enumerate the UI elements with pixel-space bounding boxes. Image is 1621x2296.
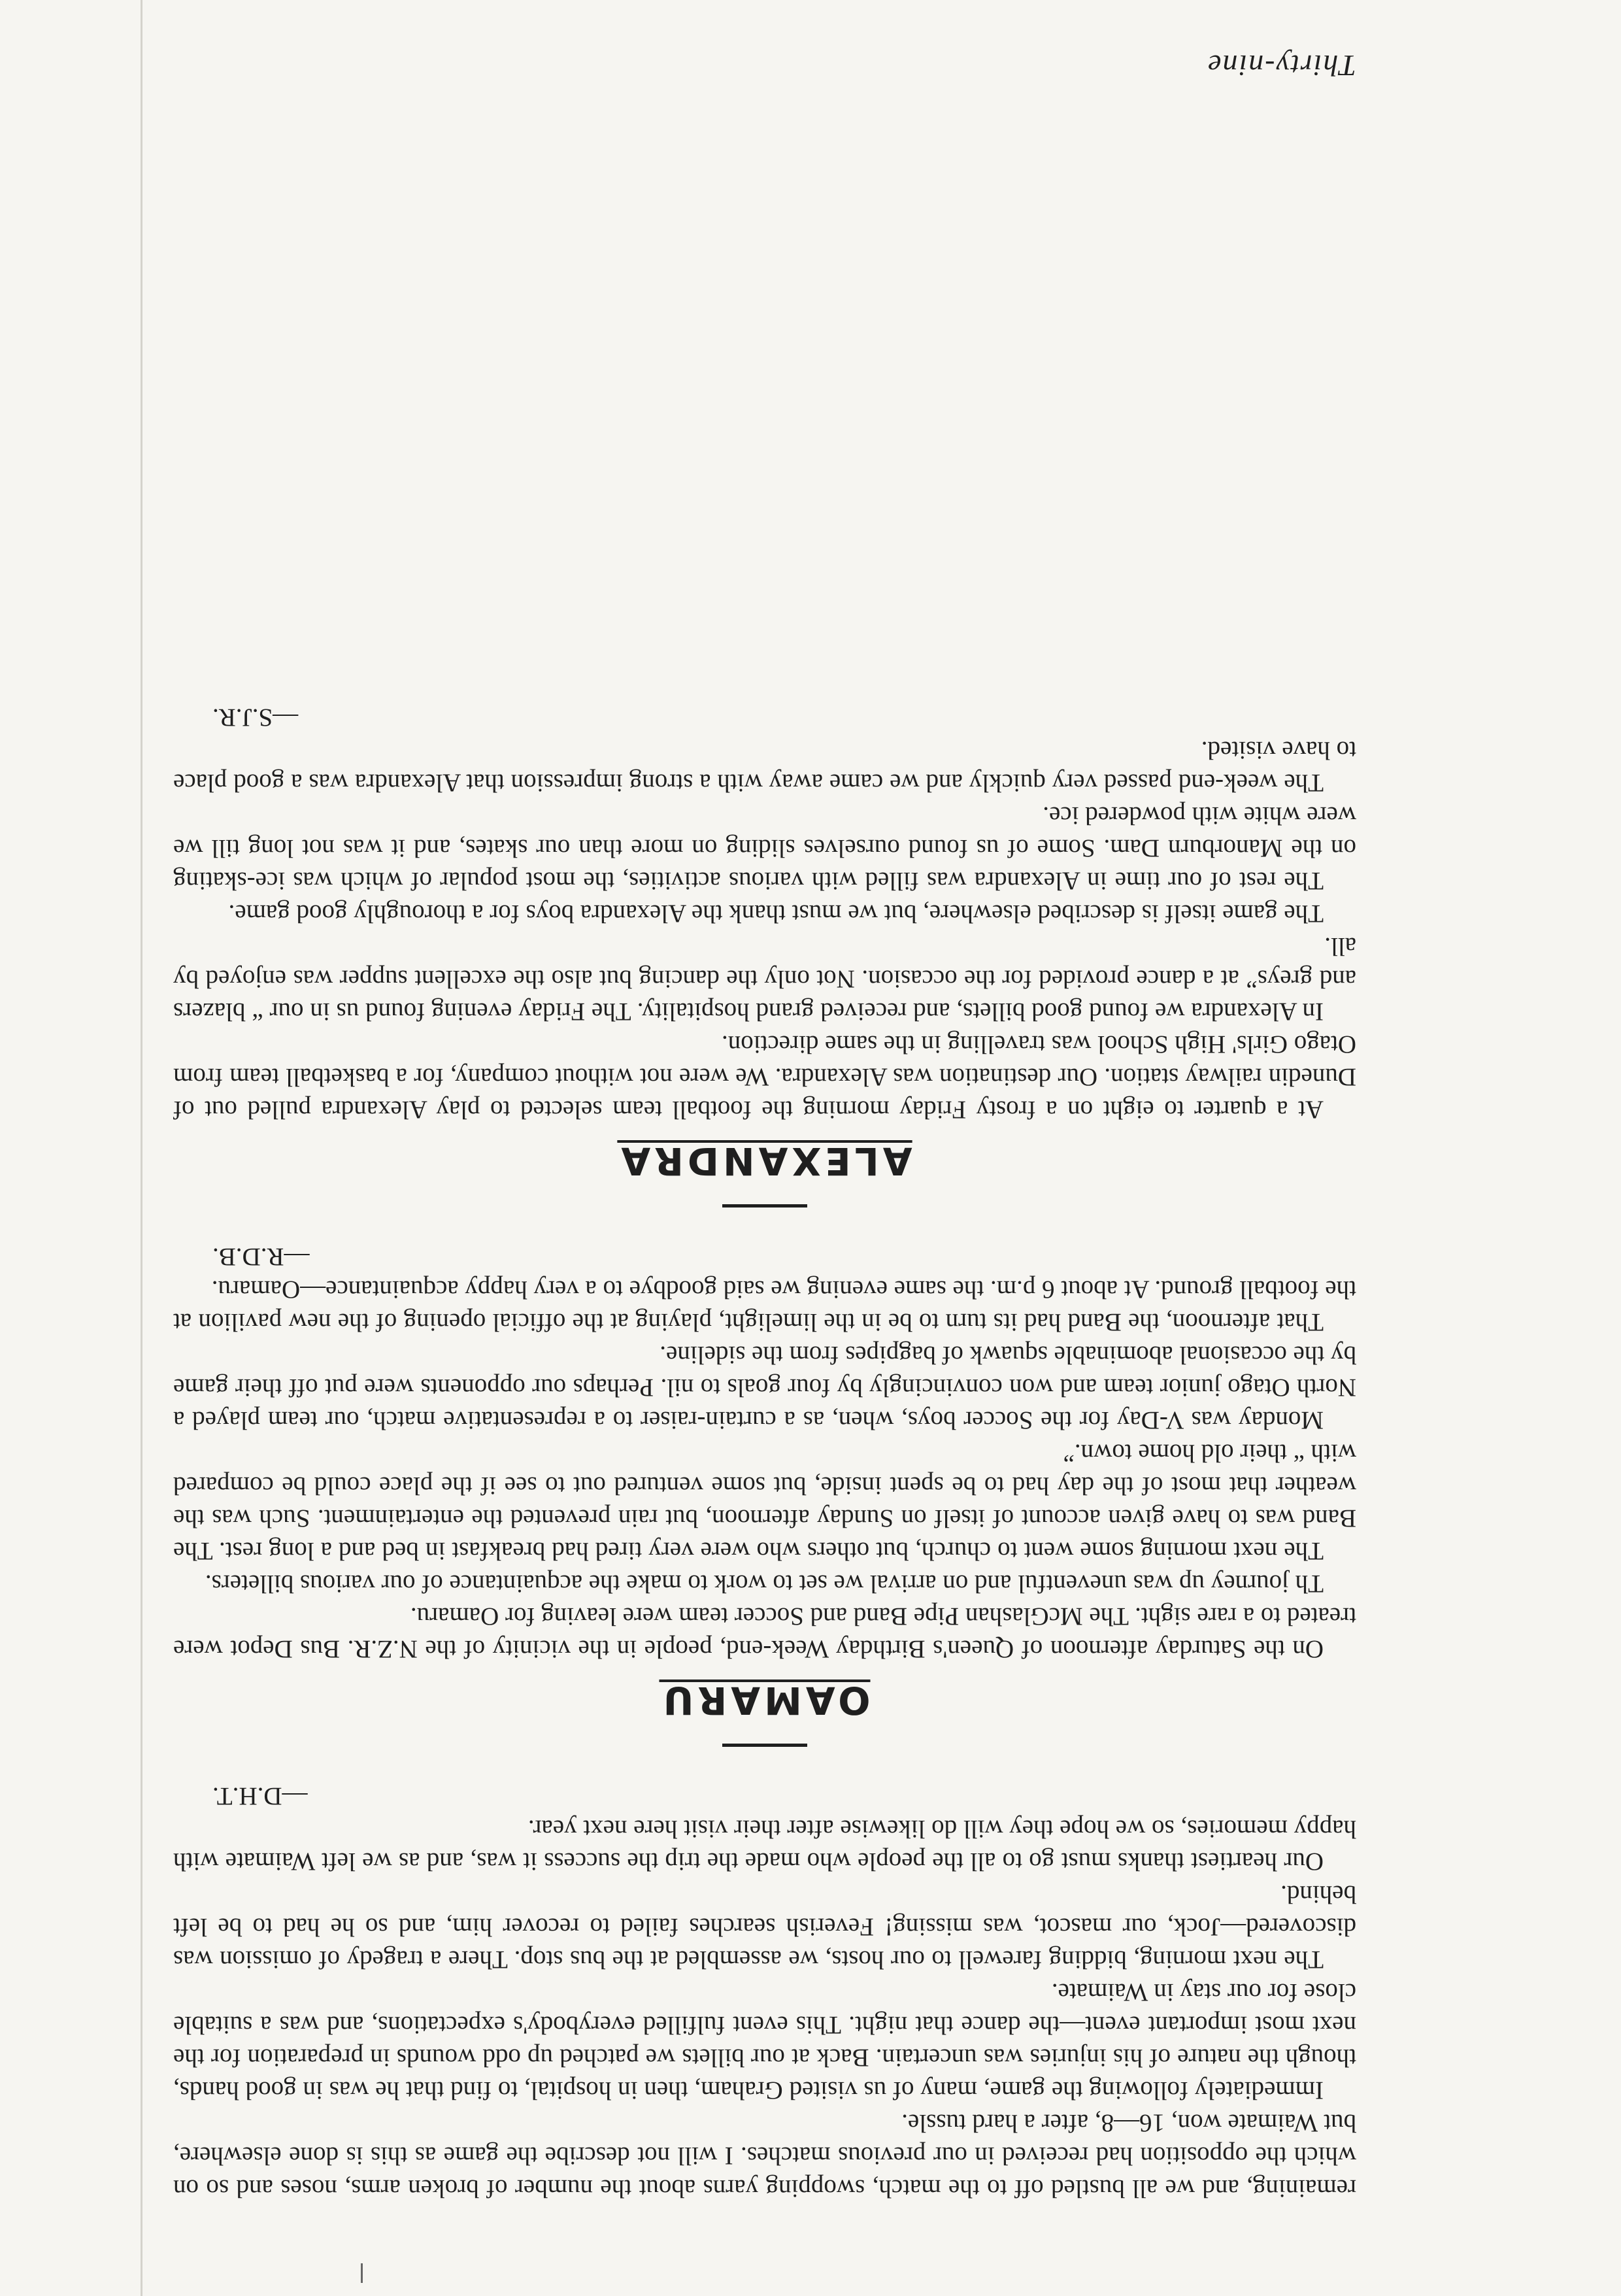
section-divider [722,1204,807,1207]
page-margin-mark [361,2263,363,2283]
section-heading: OAMARU [659,1678,871,1723]
section-divider [722,1744,807,1747]
binding-edge-shadow [141,0,142,2296]
article-waimate-continued [173,1780,1356,2204]
paragraph: In Alexandra we found good billets, and received grand hospitality. The Friday evening found us in our “ blazers and greys” at a dance provided for the occasion. Not only the dancing but also the excellent supper was enjoyed by all. [173,932,1356,1026]
paragraph: Th journey up was uneventful and on arrival we set to work to make the acquaintance of our various billeters. [205,1570,1324,1598]
paragraph: At a quarter to eight on a frosty Friday morning the football team selected to play Alexandra pulled out of Dunedin railway station. Our destination was Alexandra. We were not without company, for a basketball team from Otago Girls' High School was travelling in the same direction. [173,1030,1356,1124]
paragraph: On the Saturday afternoon of Queen's Birthday Week-end, people in the vicinity of the N.Z.R. Bus Depot were treated to a rare sight. The McGlashan Pipe Band and Soccer team were leaving for Oamaru. [173,1602,1356,1663]
paragraph: Monday was V-Day for the Soccer boys, when, as a curtain-raiser to a representative match, our team played a North Otago junior team and won convincingly by four goals to nil. Perhaps our opponents were put off their game by the occasional abominable squawk of bagpipes from the sideline. [173,1341,1356,1434]
author-signature: —D.H.T. [212,1782,308,1810]
text-column [173,701,1356,2204]
paragraph: Our heartiest thanks must go to all the people who made the trip the success it was, and as we left Waimate with happy memories, so we hope they will do likewise after their visit here next year. [173,1815,1356,1876]
paragraph: The game itself is described elsewhere, but we must thank the Alexandra boys for a thoroughly good game. [228,900,1324,928]
paragraph: The week-end passed very quickly and we came away with a strong impression that Alexandra was a good place to have visited. [173,736,1356,797]
author-signature: —S.J.R. [212,703,299,732]
paragraph: That afternoon, the Band had its turn to be in the limelight, playing at the official opening of the new pavilion at the football ground. At about 6 p.m. the same evening we said goodbye to a very happy acquaintance—Oamaru. [173,1275,1356,1336]
article-oamaru [173,1240,1356,1723]
paragraph: The next morning, bidding farewell to our hosts, we assembled at the bus stop. There a tragedy of omission was discovered—Jock, our mascot, was missing! Feverish searches failed to recover him, and so he had to be left behind. [173,1880,1356,1974]
paragraph: remaining, and we all bustled off to the match, swopping yarns about the number of broken arms, noses and so on which the opposition had received in our previous matches. I will not describe the game as this is done elsewhere, but Waimate won, 16—8, after a hard tussle. [173,2109,1356,2203]
paragraph: The next morning some went to church, but others who were very tired had breakfast in bed and a long rest. The Band was to have given account of itself on Sunday afternoon, but rain prevented the entertainment. Such was the weather that most of the day had to be spent inside, but some ventured out to see if the place could be compared with “ their old home town.” [173,1439,1356,1565]
author-signature: —R.D.B. [212,1243,310,1271]
page-number: Thirty-nine [1207,49,1356,82]
article-alexandra [173,701,1356,1183]
section-heading: ALEXANDRA [617,1139,912,1183]
paragraph: The rest of our time in Alexandra was filled with various activities, the most popular of which was ice-skating on the Manorburn Dam. Some of us found ourselves sliding on more than our skates, and it was not long till we were white with powdered ice. [173,802,1356,895]
paragraph: Immediately following the game, many of us visited Graham, then in hospital, to find that he was in good hands, though the nature of his injuries was uncertain. Back at our billets we patched up odd wounds in preparation for the next most important event—the dance that night. This event fulfilled everybody's expectations, and was a suitable close for our stay in Waimate. [173,1978,1356,2104]
